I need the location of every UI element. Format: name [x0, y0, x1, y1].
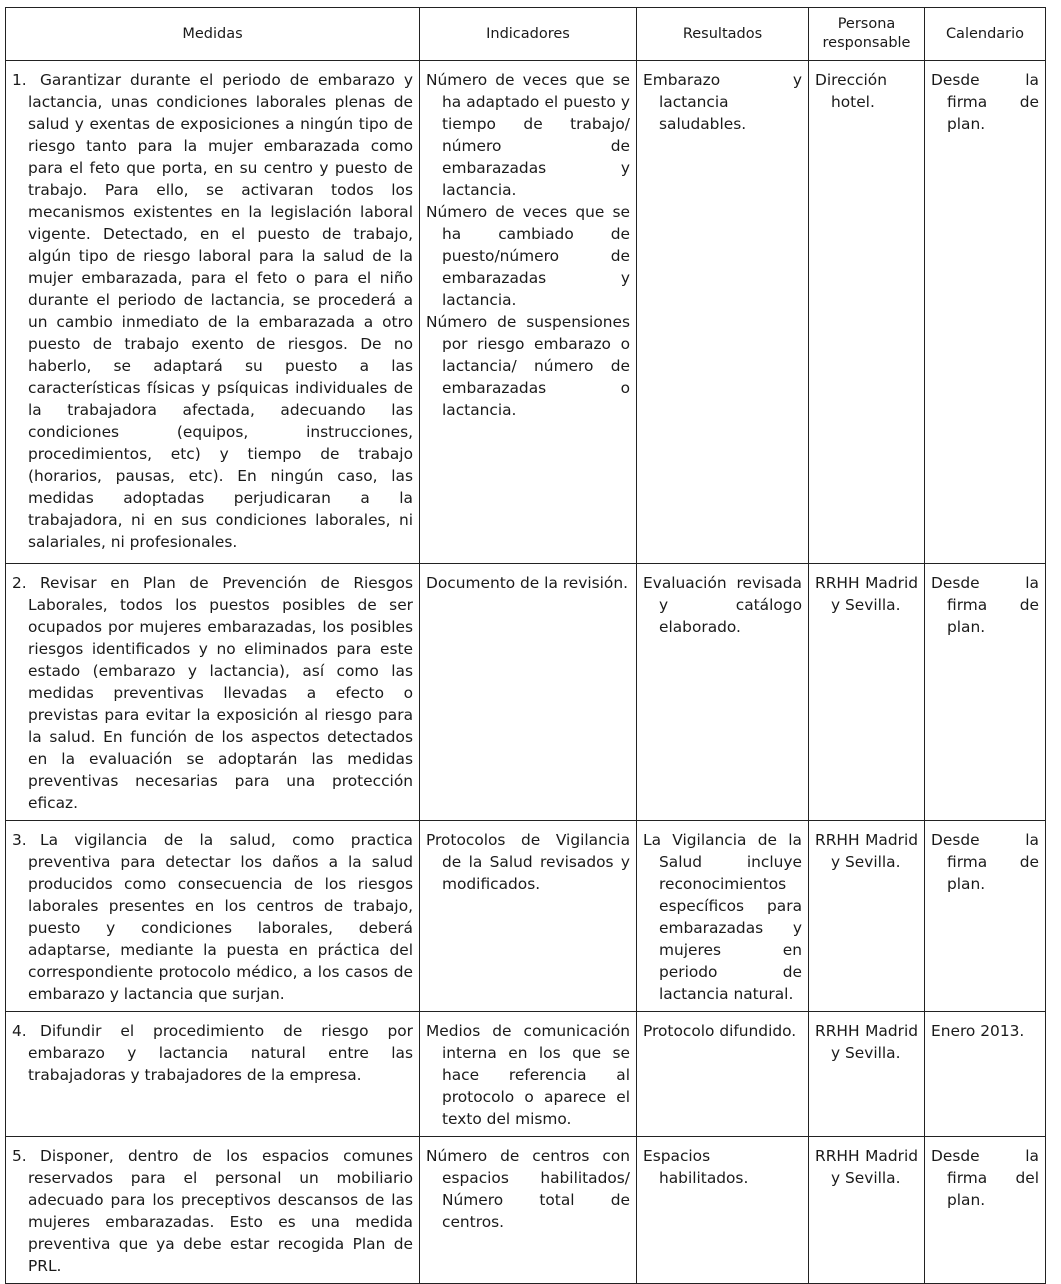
- measure-number: 5.: [12, 1147, 27, 1165]
- responsible-cell: RRHH Madrid y Sevilla.: [809, 1012, 925, 1137]
- result-cell: Embarazo y lactancia saludables.: [637, 61, 809, 564]
- measure-text: Garantizar durante el periodo de embarazo y lactancia, unas condiciones laborales plenas de salud y exentas de exposiciones a ningún tipo de riesgo tanto para la mujer embarazada como para el feto que porta, en su centro y puesto de trabajo. Para ello, se activaran todos los mecanismos existentes en la legislación laboral vigente. Detectado, en el puesto de trabajo, algún tipo de riesgo laboral para la salud de la mujer embarazada, para el feto o para el niño durante el periodo de lactancia, se procederá a un cambio inmediato de la embarazada a otro puesto de trabajo exento de riesgos. De no haberlo, se adaptará su puesto a las características físicas y psíquicas individuales de la trabajadora afectada, adecuando las condiciones (equipos, instrucciones, procedimientos, etc) y tiempo de trabajo (horarios, pausas, etc). En ningún caso, las medidas adoptadas perjudicaran a la trabajadora, ni en sus condiciones laborales, ni salariales, ni profesionales.: [28, 71, 413, 551]
- result-cell: Espacios habilitados.: [637, 1137, 809, 1284]
- indicator-text: Documento de la revisión.: [426, 574, 628, 592]
- indicator-cell: [420, 1137, 637, 1284]
- table-row: [6, 1137, 1046, 1284]
- indicator-text: Número de veces que se ha cambiado de puesto/número de embarazadas y lactancia.: [426, 203, 630, 309]
- responsible-cell: RRHH Madrid y Sevilla.: [809, 1137, 925, 1284]
- calendar-cell: Desde la firma de plan.: [925, 821, 1046, 1012]
- calendar-cell: Desde la firma del plan.: [925, 1137, 1046, 1284]
- indicator-text: Medios de comunicación interna en los que se hace referencia al protocolo o aparece el texto del mismo.: [426, 1022, 630, 1128]
- indicator-text: Número de veces que se ha adaptado el puesto y tiempo de trabajo/ número de embarazadas y lactancia.: [426, 71, 630, 199]
- measure-number: 2.: [12, 574, 27, 592]
- table-row: [6, 61, 1046, 564]
- result-cell: Protocolo difundido.: [637, 1012, 809, 1137]
- measure-number: 1.: [12, 71, 27, 89]
- indicator-cell: [420, 1012, 637, 1137]
- indicator-text: Número de centros con espacios habilitados/ Número total de centros.: [426, 1147, 630, 1231]
- result-cell: Evaluación revisada y catálogo elaborado.: [637, 564, 809, 821]
- header-medidas: Medidas: [6, 8, 420, 61]
- calendar-cell: Desde la firma de plan.: [925, 61, 1046, 564]
- calendar-cell: Desde la firma de plan.: [925, 564, 1046, 821]
- header-resultados: Resultados: [637, 8, 809, 61]
- header-indicadores: Indicadores: [420, 8, 637, 61]
- measures-table: [5, 7, 1046, 1284]
- responsible-cell: RRHH Madrid y Sevilla.: [809, 821, 925, 1012]
- header-row: [6, 8, 1046, 61]
- measure-number: 4.: [12, 1022, 27, 1040]
- measure-cell: [6, 564, 420, 821]
- indicator-cell: [420, 564, 637, 821]
- measure-cell: [6, 1137, 420, 1284]
- measure-text: Revisar en Plan de Prevención de Riesgos Laborales, todos los puestos posibles de ser ocupados por mujeres embarazadas, los posibles riesgos identificados y no eliminados para este estado (embarazo y lactancia), así como las medidas preventivas llevadas a efecto o previstas para evitar la exposición al riesgo para la salud. En función de los aspectos detectados en la evaluación se adoptarán las medidas preventivas necesarias para una protección eficaz.: [28, 574, 413, 812]
- indicator-text: Número de suspensiones por riesgo embarazo o lactancia/ número de embarazadas o lactancia.: [426, 313, 630, 419]
- measure-cell: [6, 61, 420, 564]
- result-cell: La Vigilancia de la Salud incluye reconocimientos específicos para embarazadas y mujeres en periodo de lactancia natural.: [637, 821, 809, 1012]
- measure-cell: [6, 1012, 420, 1137]
- header-persona-responsable: Persona responsable: [809, 8, 925, 61]
- indicator-text: Protocolos de Vigilancia de la Salud revisados y modificados.: [426, 831, 630, 893]
- table-row: [6, 1012, 1046, 1137]
- table-row: [6, 564, 1046, 821]
- measure-number: 3.: [12, 831, 27, 849]
- indicator-cell: [420, 821, 637, 1012]
- measure-text: Disponer, dentro de los espacios comunes reservados para el personal un mobiliario adecuado para los preceptivos descansos de las mujeres embarazadas. Esto es una medida preventiva que ya debe estar recogida Plan de PRL.: [28, 1147, 413, 1275]
- indicator-cell: [420, 61, 637, 564]
- measure-text: La vigilancia de la salud, como practica preventiva para detectar los daños a la salud producidos como consecuencia de los riesgos laborales presentes en los centros de trabajo, puesto y condiciones laborales, deberá adaptarse, mediante la puesta en práctica del correspondiente protocolo médico, a los casos de embarazo y lactancia que surjan.: [28, 831, 413, 1003]
- measure-text: Difundir el procedimiento de riesgo por embarazo y lactancia natural entre las trabajadoras y trabajadores de la empresa.: [28, 1022, 413, 1084]
- measure-cell: [6, 821, 420, 1012]
- header-calendario: Calendario: [925, 8, 1046, 61]
- calendar-cell: Enero 2013.: [925, 1012, 1046, 1137]
- responsible-cell: Dirección hotel.: [809, 61, 925, 564]
- table-row: [6, 821, 1046, 1012]
- responsible-cell: RRHH Madrid y Sevilla.: [809, 564, 925, 821]
